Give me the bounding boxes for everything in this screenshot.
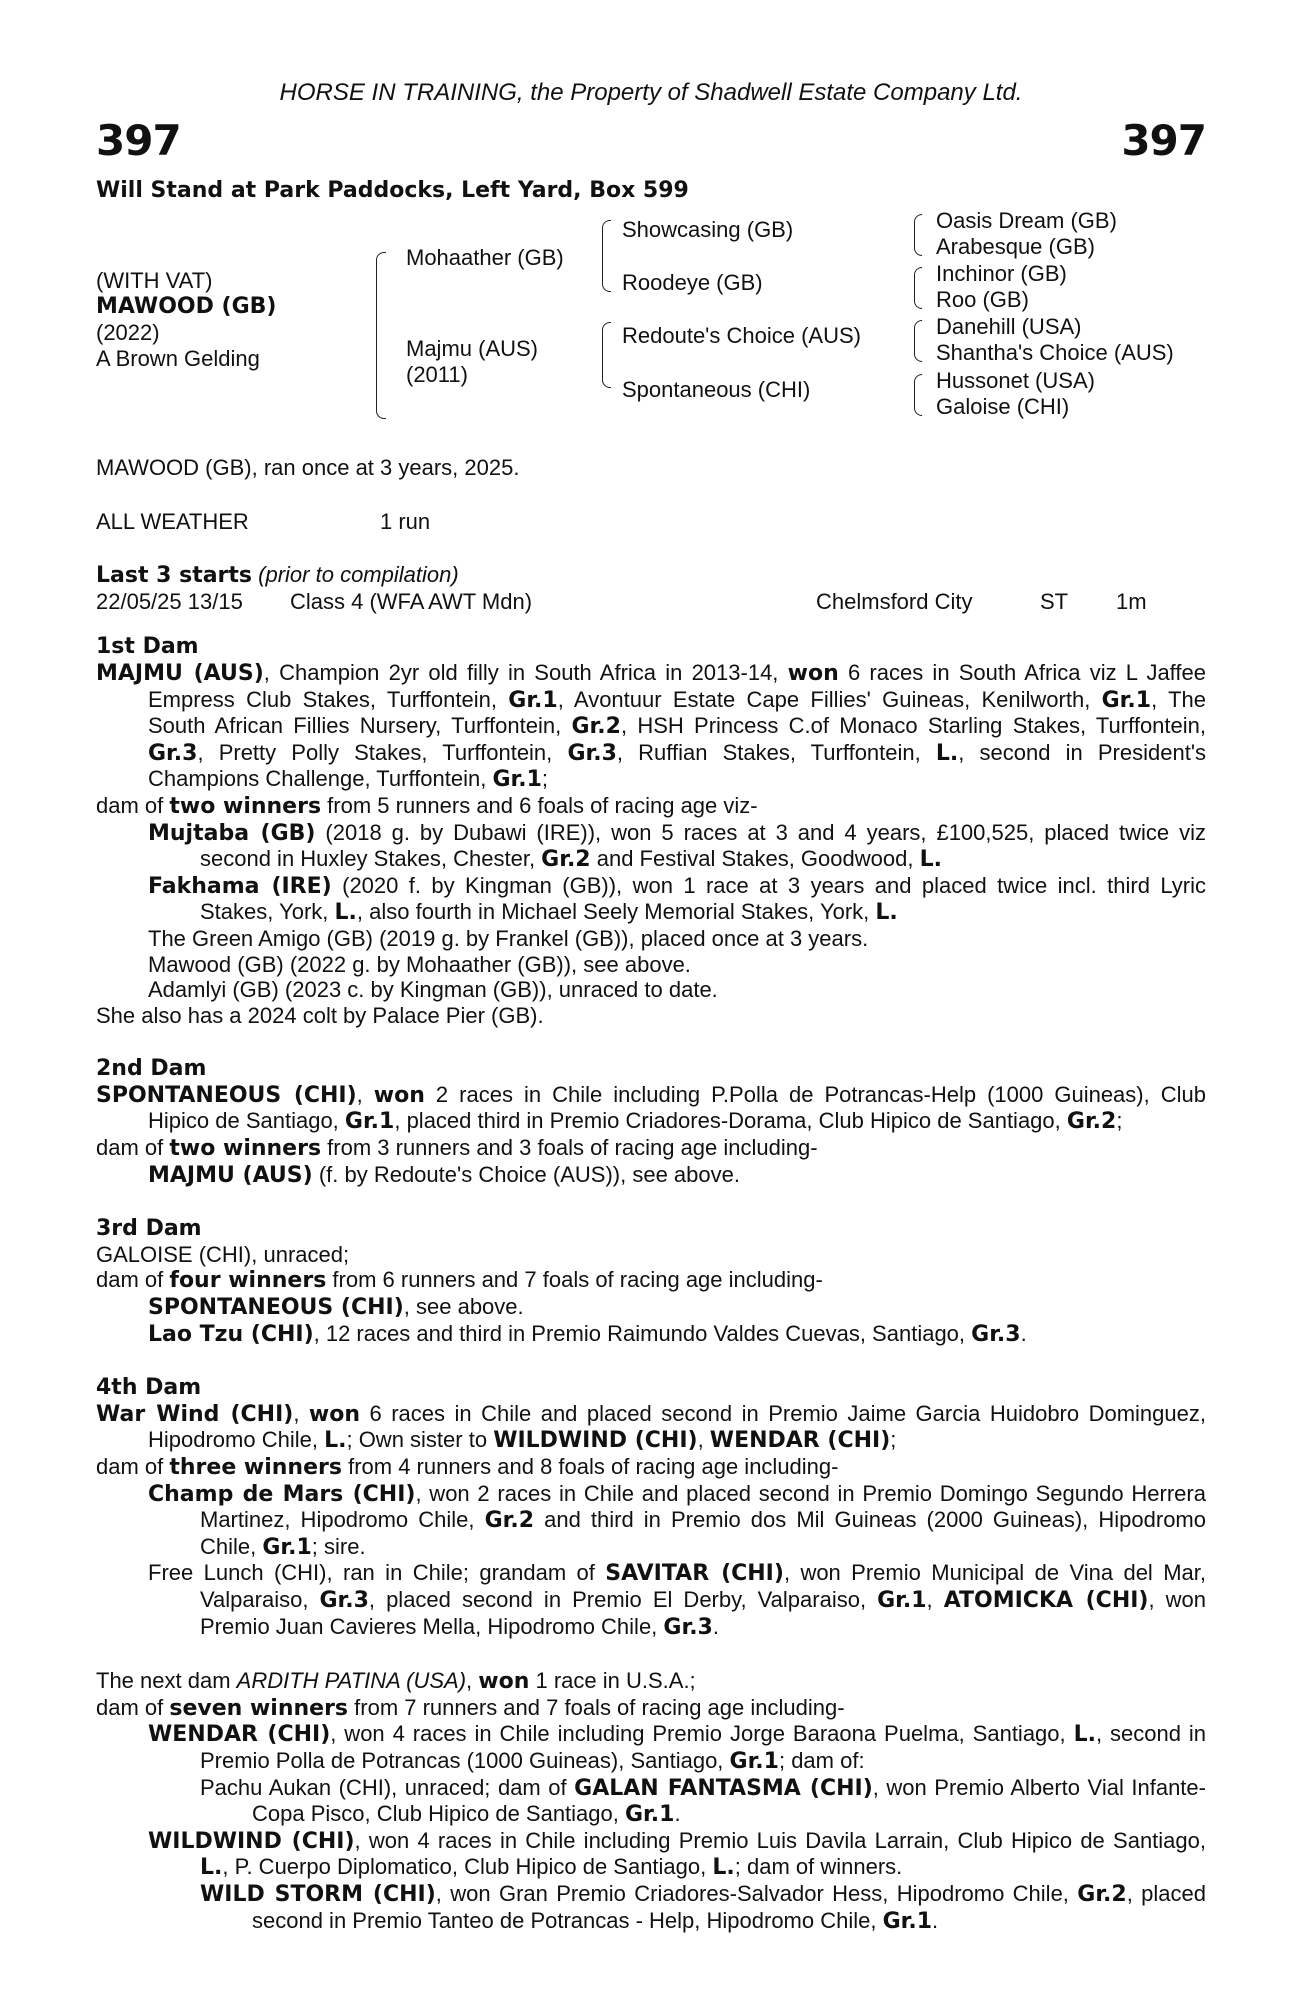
granddam-line-5: Danehill (USA) — [936, 314, 1082, 339]
second-dam-heading: 2nd Dam — [96, 1056, 207, 1082]
next-dam-produce-summary: dam of seven winners from 7 runners and 7 foals of racing age including- — [96, 1694, 845, 1721]
pedigree-brace-3a — [914, 214, 922, 256]
pedigree-brace-3b — [914, 267, 922, 309]
produce-entry: WENDAR (CHI), won 4 races in Chile including Premio Jorge Baraona Puelma, Santiago, L., second in Premio Polla de Potrancas (1000 Guineas), Santiago, Gr.1; dam of: — [148, 1721, 1207, 1774]
catalogue-page — [96, 78, 1206, 1934]
record-runs: 1 run — [380, 508, 431, 534]
produce-entry: Free Lunch (CHI), ran in Chile; grandam of SAVITAR (CHI), won Premio Municipal de Vina del Mar, Valparaiso, Gr.3, placed second in Premio El Derby, Valparaiso, Gr.1, ATOMICKA (CHI), won Premio Juan Cavieres Mella, Hipodromo Chile, Gr.3. — [148, 1560, 1206, 1640]
produce-entry: Fakhama (IRE) (2020 f. by Kingman (GB)), won 1 race at 3 years and placed twice incl. third Lyric Stakes, York, L., also fourth in Michael Seely Memorial Stakes, York, L. — [148, 872, 1207, 926]
produce-sub-entry: Pachu Aukan (CHI), unraced; dam of GALAN FANTASMA (CHI), won Premio Alberto Vial Infante-Copa Pisco, Club Hipico de Santiago, Gr.1. — [200, 1774, 1206, 1828]
pedigree-brace-3c — [914, 320, 922, 362]
third-dam-record: GALOISE (CHI), unraced; — [96, 1241, 350, 1267]
first-dam-also: She also has a 2024 colt by Palace Pier (GB). — [96, 1002, 544, 1028]
granddam-line-7: Hussonet (USA) — [936, 368, 1095, 393]
produce-entry: The Green Amigo (GB) (2019 g. by Frankel (GB)), placed once at 3 years. — [148, 925, 869, 951]
dam-sire: Redoute's Choice (AUS) — [622, 323, 861, 348]
granddam-line-6: Shantha's Choice (AUS) — [936, 340, 1174, 365]
stand-location: Will Stand at Park Paddocks, Left Yard, Box 599 — [96, 178, 689, 203]
third-dam-heading: 3rd Dam — [96, 1216, 202, 1242]
horse-name: MAWOOD (GB) — [96, 294, 277, 319]
catalogue-body — [96, 455, 1206, 1934]
sire: Mohaather (GB) — [406, 245, 564, 270]
vat-note: (WITH VAT) — [96, 268, 213, 293]
produce-entry: Mujtaba (GB) (2018 g. by Dubawi (IRE)), won 5 races at 3 and 4 years, £100,525, placed twice viz second in Huxley Stakes, Chester, Gr.2 and Festival Stakes, Goodwood, L. — [148, 819, 1206, 873]
pedigree-brace-2b — [602, 322, 611, 388]
third-dam-produce-summary: dam of four winners from 6 runners and 7 foals of racing age including- — [96, 1267, 823, 1294]
dam: Majmu (AUS) — [406, 336, 539, 361]
granddam-line-8: Galoise (CHI) — [936, 394, 1070, 419]
produce-entry: Adamlyi (GB) (2023 c. by Kingman (GB)), unraced to date. — [148, 977, 718, 1003]
produce-sub-entry: WILD STORM (CHI), won Gran Premio Criadores-Salvador Hess, Hipodromo Chile, Gr.2, placed second in Premio Tanteo de Potrancas - Help, Hipodromo Chile, Gr.1. — [200, 1880, 1206, 1934]
page-header: HORSE IN TRAINING, the Property of Shadwell Estate Company Ltd. — [279, 79, 1023, 106]
produce-entry: Mawood (GB) (2022 g. by Mohaather (GB)), see above. — [148, 951, 691, 977]
granddam-line-4: Roo (GB) — [936, 287, 1029, 312]
granddam-line-2: Arabesque (GB) — [936, 234, 1095, 259]
start-date-position: 22/05/25 13/15 — [96, 588, 243, 614]
fourth-dam-produce-summary: dam of three winners from 4 runners and 8 foals of racing age including- — [96, 1454, 839, 1480]
granddam-line-3: Inchinor (GB) — [936, 261, 1067, 286]
produce-entry: Lao Tzu (CHI), 12 races and third in Premio Raimundo Valdes Cuevas, Santiago, Gr.3. — [148, 1320, 1027, 1347]
lot-number-left: 397 — [96, 116, 181, 165]
produce-entry: Champ de Mars (CHI), won 2 races in Chile and placed second in Premio Domingo Segundo Herrera Martinez, Hipodromo Chile, Gr.2 and third in Premio dos Mil Guineas (2000 Guineas), Hipodromo Chile, Gr.1; sire. — [148, 1480, 1206, 1560]
granddam-line-1: Oasis Dream (GB) — [936, 208, 1117, 233]
lot-number-right: 397 — [1121, 116, 1206, 165]
fourth-dam-heading: 4th Dam — [96, 1375, 202, 1401]
first-dam-heading: 1st Dam — [96, 634, 199, 660]
race-summary: MAWOOD (GB), ran once at 3 years, 2025. — [96, 455, 520, 480]
race-record — [96, 509, 1206, 535]
dam-year: (2011) — [406, 362, 468, 387]
second-dam-produce-summary: dam of two winners from 3 runners and 3 foals of racing age including- — [96, 1135, 818, 1162]
start-race: Class 4 (WFA AWT Mdn) — [290, 588, 533, 614]
fourth-dam-record: War Wind (CHI), won 6 races in Chile and placed second in Premio Jaime Garcia Huidobro Dominguez, Hipodromo Chile, L.; Own sister to WILDWIND (CHI), WENDAR (CHI); — [96, 1400, 1206, 1454]
dam-dam: Spontaneous (CHI) — [622, 377, 811, 402]
first-dam-record: MAJMU (AUS), Champion 2yr old filly in South Africa in 2013-14, won 6 races in South Africa viz L Jaffee Empress Club Stakes, Turffontein, Gr.1, Avontuur Estate Cape Fillies' Guineas, Kenilworth, Gr.1, The South African Fillies Nursery, Turffontein, Gr.2, HSH Princess C.of Monaco Starling Stakes, Turffontein, Gr.3, Pretty Polly Stakes, Turffontein, Gr.3, Ruffian Stakes, Turffontein, L., second in President's Champions Challenge, Turffontein, Gr.1; — [96, 659, 1207, 793]
horse-description: A Brown Gelding — [96, 346, 260, 371]
last-starts-heading: Last 3 starts (prior to compilation) — [96, 562, 459, 589]
first-dam-produce-summary: dam of two winners from 5 runners and 6 foals of racing age viz- — [96, 792, 758, 819]
next-dam-record: The next dam ARDITH PATINA (USA), won 1 race in U.S.A.; — [96, 1668, 696, 1695]
pedigree-table — [96, 208, 1206, 419]
record-surface: ALL WEATHER — [96, 508, 249, 534]
last-start-row — [96, 589, 1206, 615]
sire-sire: Showcasing (GB) — [622, 217, 794, 242]
pedigree-brace-3d — [914, 374, 922, 416]
sire-dam: Roodeye (GB) — [622, 270, 763, 295]
lot-row — [96, 116, 1206, 166]
start-course: Chelmsford City — [816, 588, 973, 614]
horse-year: (2022) — [96, 320, 160, 345]
start-distance: 1m — [1116, 588, 1147, 614]
pedigree-brace-1 — [376, 252, 386, 419]
second-dam-record: SPONTANEOUS (CHI), won 2 races in Chile including P.Polla de Potrancas-Help (1000 Guineas), Club Hipico de Santiago, Gr.1, placed third in Premio Criadores-Dorama, Club Hipico de Santiago, Gr.2; — [96, 1081, 1206, 1135]
produce-entry: MAJMU (AUS) (f. by Redoute's Choice (AUS)), see above. — [148, 1161, 740, 1188]
start-going: ST — [1040, 588, 1069, 614]
produce-entry: SPONTANEOUS (CHI), see above. — [148, 1294, 524, 1321]
produce-entry: WILDWIND (CHI), won 4 races in Chile including Premio Luis Davila Larrain, Club Hipico de Santiago, L., P. Cuerpo Diplomatico, Club Hipico de Santiago, L.; dam of winners. — [148, 1827, 1206, 1881]
pedigree-brace-2a — [602, 220, 611, 292]
